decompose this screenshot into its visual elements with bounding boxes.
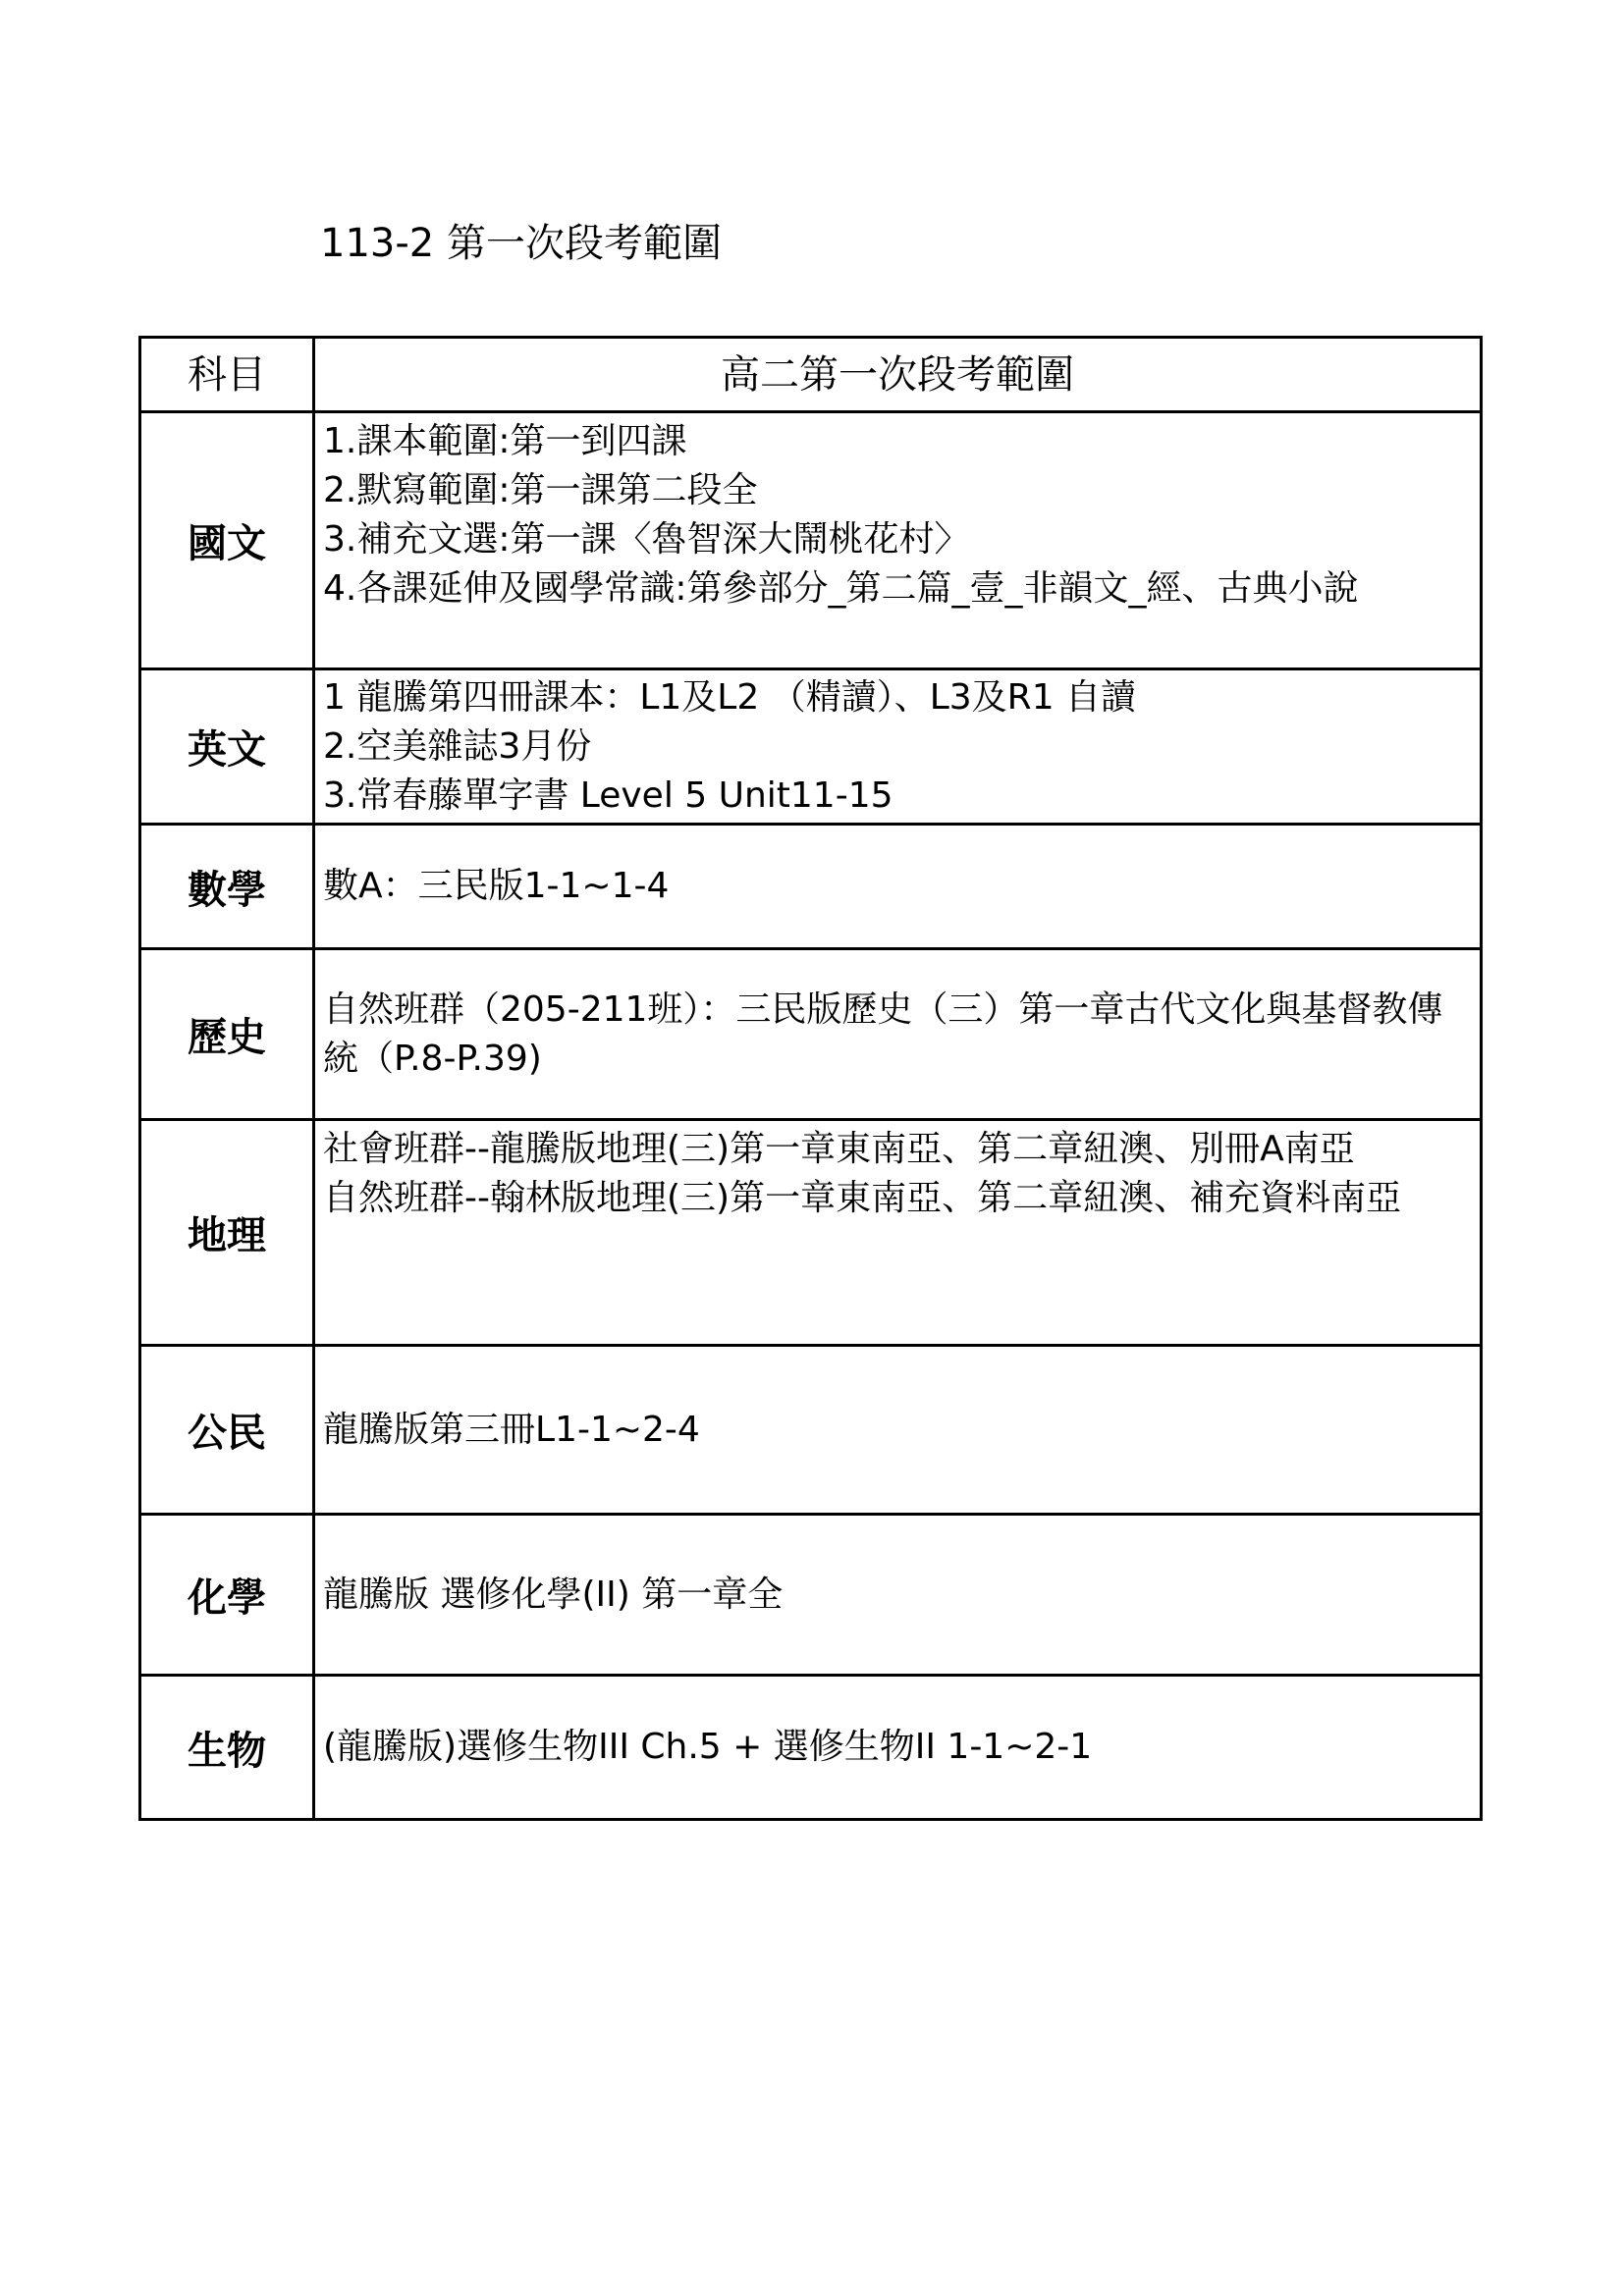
content-chinese bbox=[314, 412, 1482, 669]
content-line: 1 龍騰第四冊課本：L1及L2 （精讀）、L3及R1 自讀 bbox=[323, 676, 1137, 718]
content-line: 1.課本範圍:第一到四課 bbox=[323, 421, 687, 461]
page-title: 113-2 第一次段考範圍 bbox=[320, 221, 722, 266]
content-line: (龍騰版)選修生物III Ch.5 + 選修生物II 1-1~2-1 bbox=[323, 1727, 1093, 1767]
content-math bbox=[314, 825, 1482, 949]
subject-english: 英文 bbox=[140, 669, 314, 825]
content-chemistry bbox=[314, 1515, 1482, 1676]
table-row-civics bbox=[140, 1346, 1482, 1515]
subject-history: 歷史 bbox=[140, 949, 314, 1120]
content-civics bbox=[314, 1346, 1482, 1515]
header-scope: 高二第一次段考範圍 bbox=[314, 338, 1482, 412]
table-row-biology bbox=[140, 1676, 1482, 1820]
subject-biology: 生物 bbox=[140, 1676, 314, 1820]
content-line: 4.各課延伸及國學常識:第參部分_第二篇_壹_非韻文_經、古典小說 bbox=[323, 568, 1359, 609]
table-row-history bbox=[140, 949, 1482, 1120]
subject-geography: 地理 bbox=[140, 1120, 314, 1346]
subject-chemistry: 化學 bbox=[140, 1515, 314, 1676]
content-line: 自然班群（205-211班）：三民版歷史（三）第一章古代文化與基督教傳統（P.8-P.39) bbox=[323, 988, 1443, 1079]
content-line: 2.空美雜誌3月份 bbox=[323, 725, 592, 767]
exam-scope-table bbox=[138, 336, 1483, 1821]
content-biology bbox=[314, 1676, 1482, 1820]
header-subject: 科目 bbox=[140, 338, 314, 412]
content-english bbox=[314, 669, 1482, 825]
content-line: 3.補充文選:第一課〈魯智深大鬧桃花村〉 bbox=[323, 519, 970, 560]
content-geography bbox=[314, 1120, 1482, 1346]
table-row-geography bbox=[140, 1120, 1482, 1346]
table-row-chinese bbox=[140, 412, 1482, 669]
content-history bbox=[314, 949, 1482, 1120]
content-line: 龍騰版第三冊L1-1~2-4 bbox=[323, 1409, 700, 1450]
table-row-english bbox=[140, 669, 1482, 825]
table-header-row bbox=[140, 338, 1482, 412]
content-line: 自然班群--翰林版地理(三)第一章東南亞、第二章紐澳、補充資料南亞 bbox=[323, 1178, 1402, 1218]
table-row-math bbox=[140, 825, 1482, 949]
subject-chinese: 國文 bbox=[140, 412, 314, 669]
subject-civics: 公民 bbox=[140, 1346, 314, 1515]
content-line: 數A：三民版1-1~1-4 bbox=[323, 866, 670, 906]
content-line: 3.常春藤單字書 Level 5 Unit11-15 bbox=[323, 774, 893, 816]
subject-math: 數學 bbox=[140, 825, 314, 949]
table-row-chemistry bbox=[140, 1515, 1482, 1676]
content-line: 社會班群--龍騰版地理(三)第一章東南亞、第二章紐澳、別冊A南亞 bbox=[323, 1129, 1355, 1169]
content-line: 龍騰版 選修化學(II) 第一章全 bbox=[323, 1574, 784, 1615]
content-line: 2.默寫範圍:第一課第二段全 bbox=[323, 470, 758, 510]
